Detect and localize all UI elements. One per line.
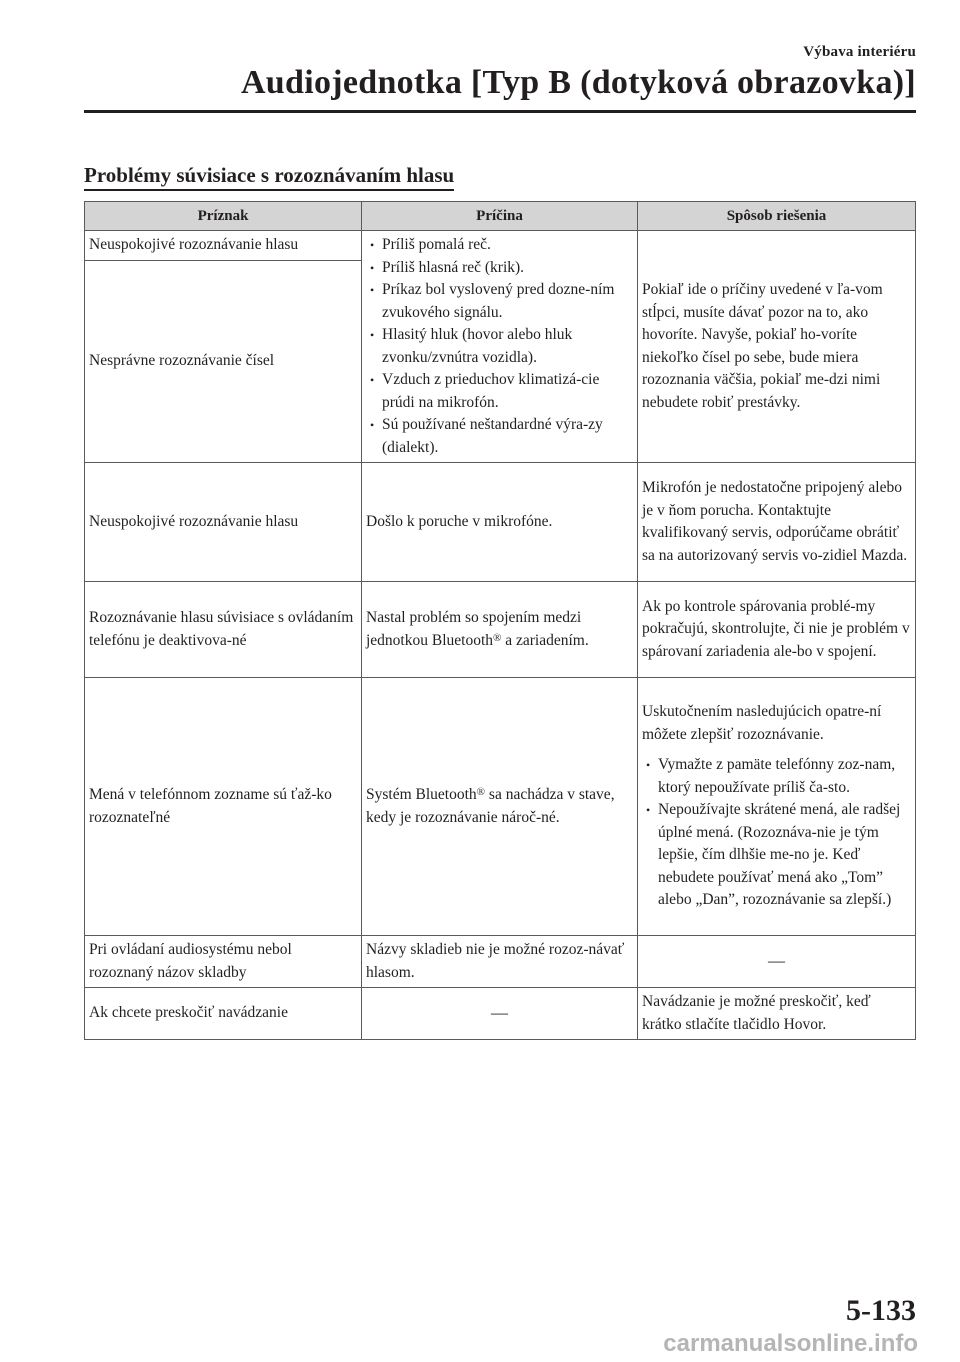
page-title: Audiojednotka [Typ B (dotyková obrazovka)]	[240, 64, 916, 101]
cause-cell: Došlo k poruche v mikrofóne.	[362, 463, 638, 582]
header-section-label: Výbava interiéru	[803, 44, 916, 60]
table-row	[85, 582, 916, 678]
solution-intro: Uskutočnením nasledujúcich opatre-ní môžete zlepšiť rozoznávanie.	[642, 703, 882, 743]
registered-mark: ®	[493, 631, 502, 644]
symptom-cell: Neuspokojivé rozoznávanie hlasu	[85, 231, 362, 261]
troubleshooting-table	[84, 201, 916, 1040]
list-item: • Príkaz bol vyslovený pred dozne-ním zvukového signálu.	[366, 279, 633, 324]
list-item: • Vzduch z prieduchov klimatizá-cie prúdi na mikrofón.	[366, 369, 633, 414]
list-item: • Nepoužívajte skrátené mená, ale radšej úplné mená. (Rozoznáva-nie je tým lepšie, čím dlhšie me-no je. Keď nebudete používať mená ako „Tom” alebo „Dan”, rozoznávanie sa zlepší.)	[642, 799, 911, 912]
cause-text-end: sa nachádza v stave, kedy je rozoznávanie nároč-né.	[366, 786, 615, 826]
list-item: • Príliš pomalá reč.	[366, 234, 633, 257]
solution-cell: Mikrofón je nedostatočne pripojený alebo je v ňom porucha. Kontaktujte kvalifikovaný servis, odporúčame obrátiť sa na autorizovaný servis vo-zidiel Mazda.	[638, 463, 916, 582]
symptom-cell: Rozoznávanie hlasu súvisiace s ovládaním telefónu je deaktivova-né	[85, 582, 362, 678]
page-number: 5-133	[846, 1294, 916, 1327]
section-title: Problémy súvisiace s rozoznávaním hlasu	[84, 162, 454, 191]
symptom-cell: Mená v telefónnom zozname sú ťaž-ko rozoznateľné	[85, 678, 362, 936]
cause-cell: —	[362, 988, 638, 1040]
solution-cell: Navádzanie je možné preskočiť, keď krátko stlačíte tlačidlo Hovor.	[638, 988, 916, 1040]
symptom-cell: Neuspokojivé rozoznávanie hlasu	[85, 463, 362, 582]
table-row	[85, 678, 916, 936]
table-row	[85, 463, 916, 582]
list-item: • Príliš hlasná reč (krik).	[366, 257, 633, 280]
table-row	[85, 936, 916, 988]
cause-cell	[362, 231, 638, 463]
symptom-cell: Ak chcete preskočiť navádzanie	[85, 988, 362, 1040]
cause-text-end: a zariadením.	[501, 631, 589, 649]
solution-cell: —	[638, 936, 916, 988]
solution-cell: Ak po kontrole spárovania problé-my pokračujú, skontrolujte, či nie je problém v spárovaní zariadenia ale-bo v spojení.	[638, 582, 916, 678]
registered-mark: ®	[476, 786, 486, 798]
symptom-cell: Pri ovládaní audiosystému nebol rozoznaný názov skladby	[85, 936, 362, 988]
cause-text: Nastal problém so spojením medzi jednotkou Bluetooth	[366, 609, 582, 649]
watermark: carmanualsonline.info	[663, 1330, 918, 1357]
column-header-cause: Príčina	[362, 202, 638, 231]
list-item: • Vymažte z pamäte telefónny zoz-nam, ktorý nepoužívate príliš ča-sto.	[642, 754, 911, 799]
solution-list	[642, 754, 911, 912]
solution-cell	[638, 678, 916, 936]
symptom-cell: Nesprávne rozoznávanie čísel	[85, 261, 362, 463]
cause-cell: Názvy skladieb nie je možné rozoz-návať hlasom.	[362, 936, 638, 988]
cause-cell	[362, 678, 638, 936]
table-row	[85, 231, 916, 261]
header-rule	[84, 110, 916, 113]
cause-list	[366, 234, 633, 459]
solution-cell: Pokiaľ ide o príčiny uvedené v ľa-vom stĺpci, musíte dávať pozor na to, ako hovoríte. Navyše, pokiaľ ho-voríte niekoľko čísel po sebe, bude miera rozoznania väčšia, pokiaľ me-dzi nimi nebudete robiť prestávky.	[638, 231, 916, 463]
table-row	[85, 988, 916, 1040]
table-header-row	[85, 202, 916, 231]
cause-text: Systém Bluetooth	[366, 786, 477, 803]
column-header-symptom: Príznak	[85, 202, 362, 231]
list-item: • Sú používané neštandardné výra-zy (dialekt).	[366, 414, 633, 459]
list-item: • Hlasitý hluk (hovor alebo hluk zvonku/zvnútra vozidla).	[366, 324, 633, 369]
column-header-solution: Spôsob riešenia	[638, 202, 916, 231]
cause-cell	[362, 582, 638, 678]
